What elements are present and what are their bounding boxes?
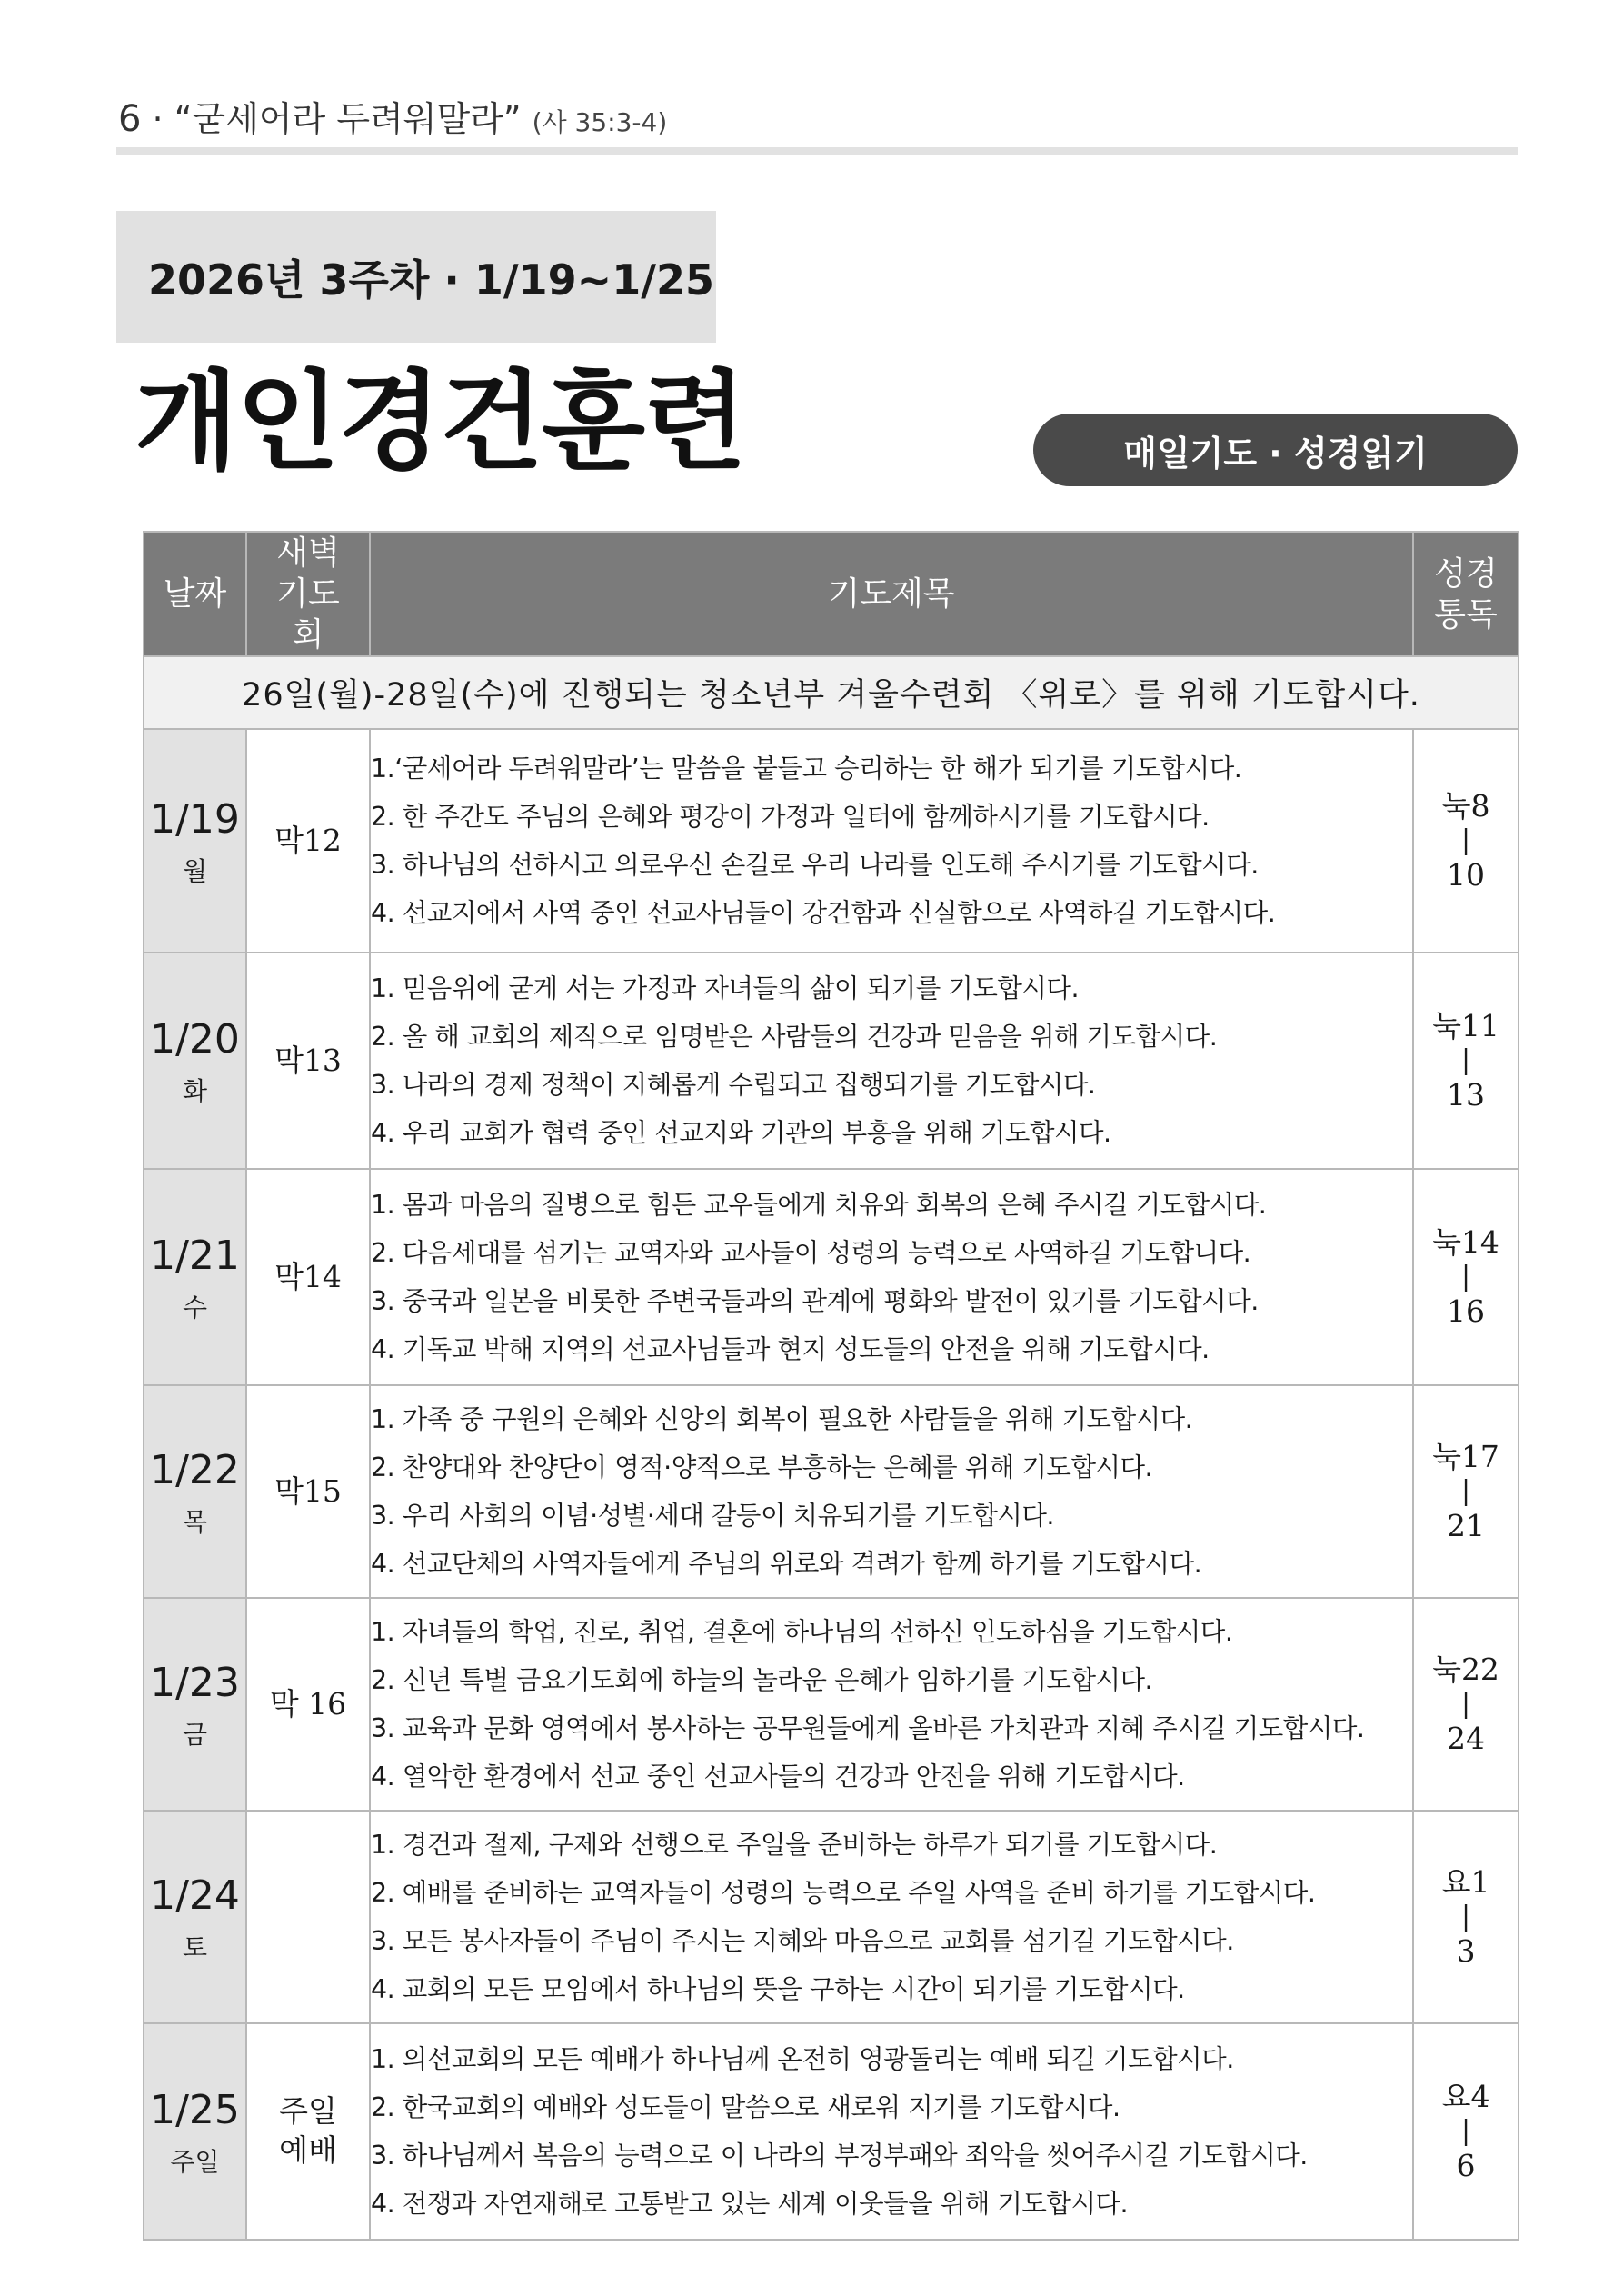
bible-start: 눅14 bbox=[1432, 1224, 1499, 1261]
row-date-cell bbox=[144, 1811, 246, 2023]
bible-start: 눅8 bbox=[1441, 788, 1490, 824]
row-date: 1/23 bbox=[150, 1659, 240, 1706]
row-date-cell bbox=[144, 1598, 246, 1811]
prayer-item: 2. 다음세대를 섬기는 교역자와 교사들이 성령의 능력으로 사역하길 기도합니다. bbox=[371, 1238, 1251, 1268]
row-date: 1/20 bbox=[150, 1015, 240, 1063]
row-prayer-list bbox=[370, 1169, 1413, 1385]
bible-end: 24 bbox=[1447, 1721, 1485, 1756]
prayer-item: 4. 교회의 모든 모임에서 하나님의 뜻을 구하는 시간이 되기를 기도합시다. bbox=[371, 1974, 1185, 2004]
prayer-item: 1. 믿음위에 굳게 서는 가정과 자녀들의 삶이 되기를 기도합시다. bbox=[371, 973, 1080, 1003]
header-reference: (사 35:3-4) bbox=[532, 107, 668, 137]
bible-start: 눅17 bbox=[1432, 1439, 1499, 1475]
table-row bbox=[144, 1598, 1518, 1811]
row-date: 1/22 bbox=[150, 1446, 240, 1493]
prayer-item: 1. 경건과 절제, 구제와 선행으로 주일을 준비하는 하루가 되기를 기도합시다. bbox=[371, 1830, 1218, 1860]
header-dawn bbox=[246, 532, 370, 656]
prayer-item: 2. 찬양대와 찬양단이 영적·양적으로 부흥하는 은혜를 위해 기도합시다. bbox=[371, 1452, 1153, 1482]
prayer-item: 1. 가족 중 구원의 은혜와 신앙의 회복이 필요한 사람들을 위해 기도합시다. bbox=[371, 1404, 1193, 1434]
bible-start: 요1 bbox=[1441, 1864, 1490, 1901]
table-row bbox=[144, 1169, 1518, 1385]
week-label: 2026년 3주차 · 1/19~1/25 bbox=[116, 211, 716, 343]
page-number: 6 bbox=[118, 98, 142, 140]
bible-end: 3 bbox=[1456, 1933, 1476, 1969]
prayer-item: 3. 나라의 경제 정책이 지혜롭게 수립되고 집행되기를 기도합시다. bbox=[371, 1070, 1096, 1100]
row-dawn-service: 막13 bbox=[246, 953, 370, 1169]
bible-end: 16 bbox=[1447, 1293, 1485, 1329]
header-quote: “굳세어라 두려워말라” bbox=[174, 99, 522, 139]
row-date: 1/19 bbox=[150, 795, 240, 843]
table-row bbox=[144, 953, 1518, 1169]
bible-start: 눅22 bbox=[1432, 1652, 1499, 1688]
row-bible-reading bbox=[1413, 729, 1518, 953]
prayer-item: 2. 신년 특별 금요기도회에 하늘의 놀라운 은혜가 임하기를 기도합시다. bbox=[371, 1665, 1153, 1695]
prayer-item: 4. 우리 교회가 협력 중인 선교지와 기관의 부흥을 위해 기도합시다. bbox=[371, 1118, 1111, 1148]
row-weekday: 금 bbox=[182, 1719, 208, 1750]
header-bible-label: 성경 통독 bbox=[1434, 554, 1498, 634]
row-date-cell bbox=[144, 729, 246, 953]
row-bible-reading bbox=[1413, 2023, 1518, 2240]
bible-range-separator: | bbox=[1460, 1475, 1471, 1507]
row-bible-reading bbox=[1413, 1811, 1518, 2023]
bible-start: 눅11 bbox=[1432, 1008, 1499, 1044]
row-bible-reading bbox=[1413, 1169, 1518, 1385]
row-prayer-list bbox=[370, 953, 1413, 1169]
header-prayer: 기도제목 bbox=[370, 532, 1413, 656]
prayer-item: 4. 전쟁과 자연재해로 고통받고 있는 세계 이웃들을 위해 기도합시다. bbox=[371, 2189, 1129, 2219]
row-prayer-list bbox=[370, 1385, 1413, 1598]
table-row bbox=[144, 2023, 1518, 2240]
bible-range-separator: | bbox=[1460, 2115, 1471, 2147]
row-date-cell bbox=[144, 1169, 246, 1385]
row-dawn-service: 막15 bbox=[246, 1385, 370, 1598]
prayer-item: 2. 예배를 준비하는 교역자들이 성령의 능력으로 주일 사역을 준비 하기를 기도합시다. bbox=[371, 1878, 1316, 1908]
notice-text: 26일(월)-28일(수)에 진행되는 청소년부 겨울수련회 〈위로〉를 위해 기도합시다. bbox=[144, 656, 1518, 729]
page-title: 개인경건훈련 bbox=[134, 359, 745, 484]
prayer-item: 2. 한국교회의 예배와 성도들이 말씀으로 새로워 지기를 기도합시다. bbox=[371, 2092, 1120, 2122]
row-dawn-service: 막12 bbox=[246, 729, 370, 953]
row-prayer-list bbox=[370, 729, 1413, 953]
prayer-item: 3. 하나님의 선하시고 의로우신 손길로 우리 나라를 인도해 주시기를 기도합시다. bbox=[371, 850, 1259, 880]
prayer-item: 4. 선교단체의 사역자들에게 주님의 위로와 격려가 함께 하기를 기도합시다. bbox=[371, 1549, 1202, 1579]
bible-range-separator: | bbox=[1460, 824, 1471, 856]
header-separator: · bbox=[152, 99, 164, 139]
row-bible-reading bbox=[1413, 953, 1518, 1169]
row-dawn-service: 막14 bbox=[246, 1169, 370, 1385]
row-weekday: 수 bbox=[182, 1292, 208, 1323]
row-weekday: 화 bbox=[182, 1075, 208, 1106]
prayer-item: 4. 선교지에서 사역 중인 선교사님들이 강건함과 신실함으로 사역하길 기도합시다. bbox=[371, 898, 1276, 928]
row-weekday: 월 bbox=[182, 855, 208, 886]
prayer-item: 1. 의선교회의 모든 예배가 하나님께 온전히 영광돌리는 예배 되길 기도합시다. bbox=[371, 2044, 1234, 2074]
row-prayer-list bbox=[370, 2023, 1413, 2240]
bible-range-separator: | bbox=[1460, 1901, 1471, 1932]
bible-end: 13 bbox=[1447, 1077, 1485, 1113]
row-date-cell bbox=[144, 1385, 246, 1598]
prayer-item: 3. 모든 봉사자들이 주님이 주시는 지혜와 마음으로 교회를 섬기길 기도합시다. bbox=[371, 1926, 1234, 1956]
bible-end: 10 bbox=[1447, 857, 1485, 893]
header-dawn-label: 새벽 기도회 bbox=[276, 534, 340, 654]
row-dawn-service bbox=[246, 1811, 370, 2023]
row-weekday: 토 bbox=[182, 1932, 208, 1962]
header-date: 날짜 bbox=[144, 532, 246, 656]
prayer-item: 2. 올 해 교회의 제직으로 임명받은 사람들의 건강과 믿음을 위해 기도합시다. bbox=[371, 1022, 1218, 1052]
row-prayer-list bbox=[370, 1598, 1413, 1811]
row-weekday: 목 bbox=[182, 1506, 208, 1537]
row-date: 1/24 bbox=[150, 1872, 240, 1919]
row-bible-reading bbox=[1413, 1598, 1518, 1811]
prayer-item: 4. 열악한 환경에서 선교 중인 선교사들의 건강과 안전을 위해 기도합시다. bbox=[371, 1762, 1185, 1792]
bible-end: 6 bbox=[1456, 2148, 1476, 2183]
notice-row bbox=[144, 656, 1518, 729]
prayer-item: 2. 한 주간도 주님의 은혜와 평강이 가정과 일터에 함께하시기를 기도합시다. bbox=[371, 802, 1210, 832]
section-badge: 매일기도 · 성경읽기 bbox=[1033, 414, 1518, 486]
bible-end: 21 bbox=[1447, 1508, 1485, 1543]
header-divider bbox=[116, 147, 1518, 155]
prayer-item: 1. 자녀들의 학업, 진로, 취업, 결혼에 하나님의 선하신 인도하심을 기도합시다. bbox=[371, 1617, 1233, 1647]
bible-range-separator: | bbox=[1460, 1688, 1471, 1720]
bible-range-separator: | bbox=[1460, 1044, 1471, 1076]
row-dawn-service: 주일 예배 bbox=[246, 2023, 370, 2240]
prayer-item: 3. 중국과 일본을 비롯한 주변국들과의 관계에 평화와 발전이 있기를 기도합시다. bbox=[371, 1286, 1259, 1316]
row-dawn-service: 막 16 bbox=[246, 1598, 370, 1811]
row-date: 1/25 bbox=[150, 2086, 240, 2133]
row-date-cell bbox=[144, 2023, 246, 2240]
row-date: 1/21 bbox=[150, 1232, 240, 1279]
row-bible-reading bbox=[1413, 1385, 1518, 1598]
bible-start: 요4 bbox=[1441, 2079, 1490, 2115]
row-date-cell bbox=[144, 953, 246, 1169]
prayer-item: 3. 우리 사회의 이념·성별·세대 갈등이 치유되기를 기도합시다. bbox=[371, 1501, 1054, 1531]
prayer-item: 3. 교육과 문화 영역에서 봉사하는 공무원들에게 올바른 가치관과 지혜 주시길 기도합시다. bbox=[371, 1713, 1365, 1743]
prayer-schedule-table bbox=[143, 531, 1519, 2241]
prayer-item: 3. 하나님께서 복음의 능력으로 이 나라의 부정부패와 죄악을 씻어주시길 기도합시다. bbox=[371, 2141, 1308, 2171]
bible-range-separator: | bbox=[1460, 1261, 1471, 1293]
table-row bbox=[144, 1385, 1518, 1598]
row-weekday: 주일 bbox=[170, 2146, 220, 2177]
table-header-row bbox=[144, 532, 1518, 656]
table-row bbox=[144, 729, 1518, 953]
row-prayer-list bbox=[370, 1811, 1413, 2023]
prayer-item: 1. 몸과 마음의 질병으로 힘든 교우들에게 치유와 회복의 은혜 주시길 기도합시다. bbox=[371, 1190, 1267, 1220]
running-header bbox=[118, 91, 667, 141]
table-row bbox=[144, 1811, 1518, 2023]
prayer-item: 1.‘굳세어라 두려워말라’는 말씀을 붙들고 승리하는 한 해가 되기를 기도합시다. bbox=[371, 754, 1242, 784]
prayer-item: 4. 기독교 박해 지역의 선교사님들과 현지 성도들의 안전을 위해 기도합시다. bbox=[371, 1334, 1210, 1364]
header-bible bbox=[1413, 532, 1518, 656]
